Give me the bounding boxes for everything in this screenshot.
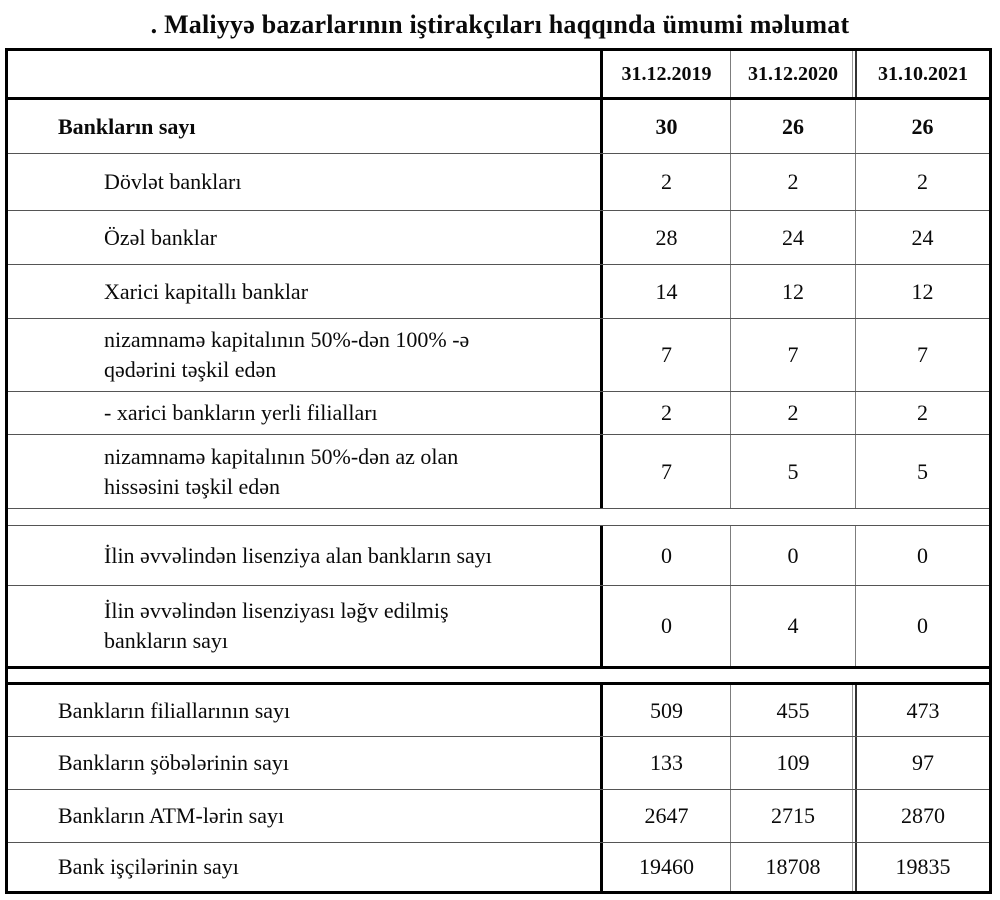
- financial-participants-table: [5, 48, 992, 894]
- row-bank-atms: [8, 789, 989, 842]
- row-label: İlin əvvəlindən lisenziyası ləğv edilmiş bankların sayı: [104, 598, 449, 653]
- cell-2021: 2: [855, 154, 989, 210]
- cell-2020: 2: [730, 392, 855, 434]
- row-label: nizamnamə kapitalının 50%-dən az olan hissəsini təşkil edən: [104, 443, 459, 499]
- cell-2019: 133: [600, 737, 730, 789]
- column-header-2019: 31.12.2019: [600, 51, 730, 97]
- header-row: [8, 51, 989, 100]
- cell-2019: 509: [600, 685, 730, 736]
- cell-2021: 97: [855, 737, 989, 789]
- row-licensed-banks: [8, 525, 989, 585]
- cell-2020: 12: [730, 265, 855, 318]
- section-divider: [8, 666, 989, 685]
- cell-2021: 19835: [855, 843, 989, 891]
- column-header-2020: 31.12.2020: [730, 51, 855, 97]
- cell-2021: 24: [855, 211, 989, 264]
- column-header-2021: 31.10.2021: [855, 51, 989, 97]
- row-label: Bankların ATM-lərin sayı: [58, 803, 285, 828]
- row-label: - xarici bankların yerli filialları: [104, 400, 378, 425]
- cell-2019: 2647: [600, 790, 730, 842]
- cell-2019: 30: [600, 100, 730, 153]
- cell-2019: 28: [600, 211, 730, 264]
- row-state-banks: [8, 153, 989, 210]
- cell-2020: 18708: [730, 843, 855, 891]
- cell-2019: 2: [600, 154, 730, 210]
- cell-2021: 473: [855, 685, 989, 736]
- cell-2020: 4: [730, 586, 855, 666]
- row-label: Xarici kapitallı banklar: [104, 278, 309, 304]
- row-label: nizamnamə kapitalının 50%-dən 100% -ə qədərini təşkil edən: [104, 327, 470, 382]
- page-title: . Maliyyə bazarlarının iştirakçıları haqqında ümumi məlumat: [150, 10, 850, 39]
- cell-2021: 26: [855, 100, 989, 153]
- cell-2021: 2: [855, 392, 989, 434]
- cell-2020: 0: [730, 526, 855, 585]
- cell-2019: 0: [600, 586, 730, 666]
- cell-2021: 0: [855, 586, 989, 666]
- cell-2019: 14: [600, 265, 730, 318]
- cell-2020: 24: [730, 211, 855, 264]
- row-banks-total: [8, 100, 989, 153]
- cell-2020: 7: [730, 319, 855, 391]
- cell-2021: 7: [855, 319, 989, 391]
- row-label: Bankların sayı: [58, 113, 196, 139]
- row-label: Bankların şöbələrinin sayı: [58, 750, 289, 775]
- row-bank-departments: [8, 736, 989, 789]
- row-foreign-capital-under-50: [8, 434, 989, 508]
- row-label: İlin əvvəlindən lisenziya alan bankların sayı: [104, 542, 492, 568]
- row-revoked-license-banks: [8, 585, 989, 666]
- cell-2019: 7: [600, 319, 730, 391]
- row-bank-employees: [8, 842, 989, 891]
- row-label: Özəl banklar: [104, 224, 217, 250]
- cell-2021: 2870: [855, 790, 989, 842]
- cell-2019: 19460: [600, 843, 730, 891]
- cell-2021: 12: [855, 265, 989, 318]
- spacer-row: [8, 508, 989, 525]
- cell-2019: 2: [600, 392, 730, 434]
- cell-2021: 5: [855, 435, 989, 508]
- row-label: Bankların filiallarının sayı: [58, 697, 291, 723]
- row-foreign-capital-banks: [8, 264, 989, 318]
- cell-2020: 2: [730, 154, 855, 210]
- cell-2020: 5: [730, 435, 855, 508]
- row-label: Bank işçilərinin sayı: [58, 854, 239, 879]
- cell-2019: 7: [600, 435, 730, 508]
- cell-2020: 2715: [730, 790, 855, 842]
- row-foreign-capital-50-100: [8, 318, 989, 391]
- header-empty-cell: [8, 51, 600, 97]
- row-label: Dövlət bankları: [104, 169, 242, 194]
- row-private-banks: [8, 210, 989, 264]
- cell-2020: 455: [730, 685, 855, 736]
- cell-2019: 0: [600, 526, 730, 585]
- cell-2021: 0: [855, 526, 989, 585]
- cell-2020: 109: [730, 737, 855, 789]
- row-bank-branches: [8, 685, 989, 736]
- row-local-branches-foreign: [8, 391, 989, 434]
- cell-2020: 26: [730, 100, 855, 153]
